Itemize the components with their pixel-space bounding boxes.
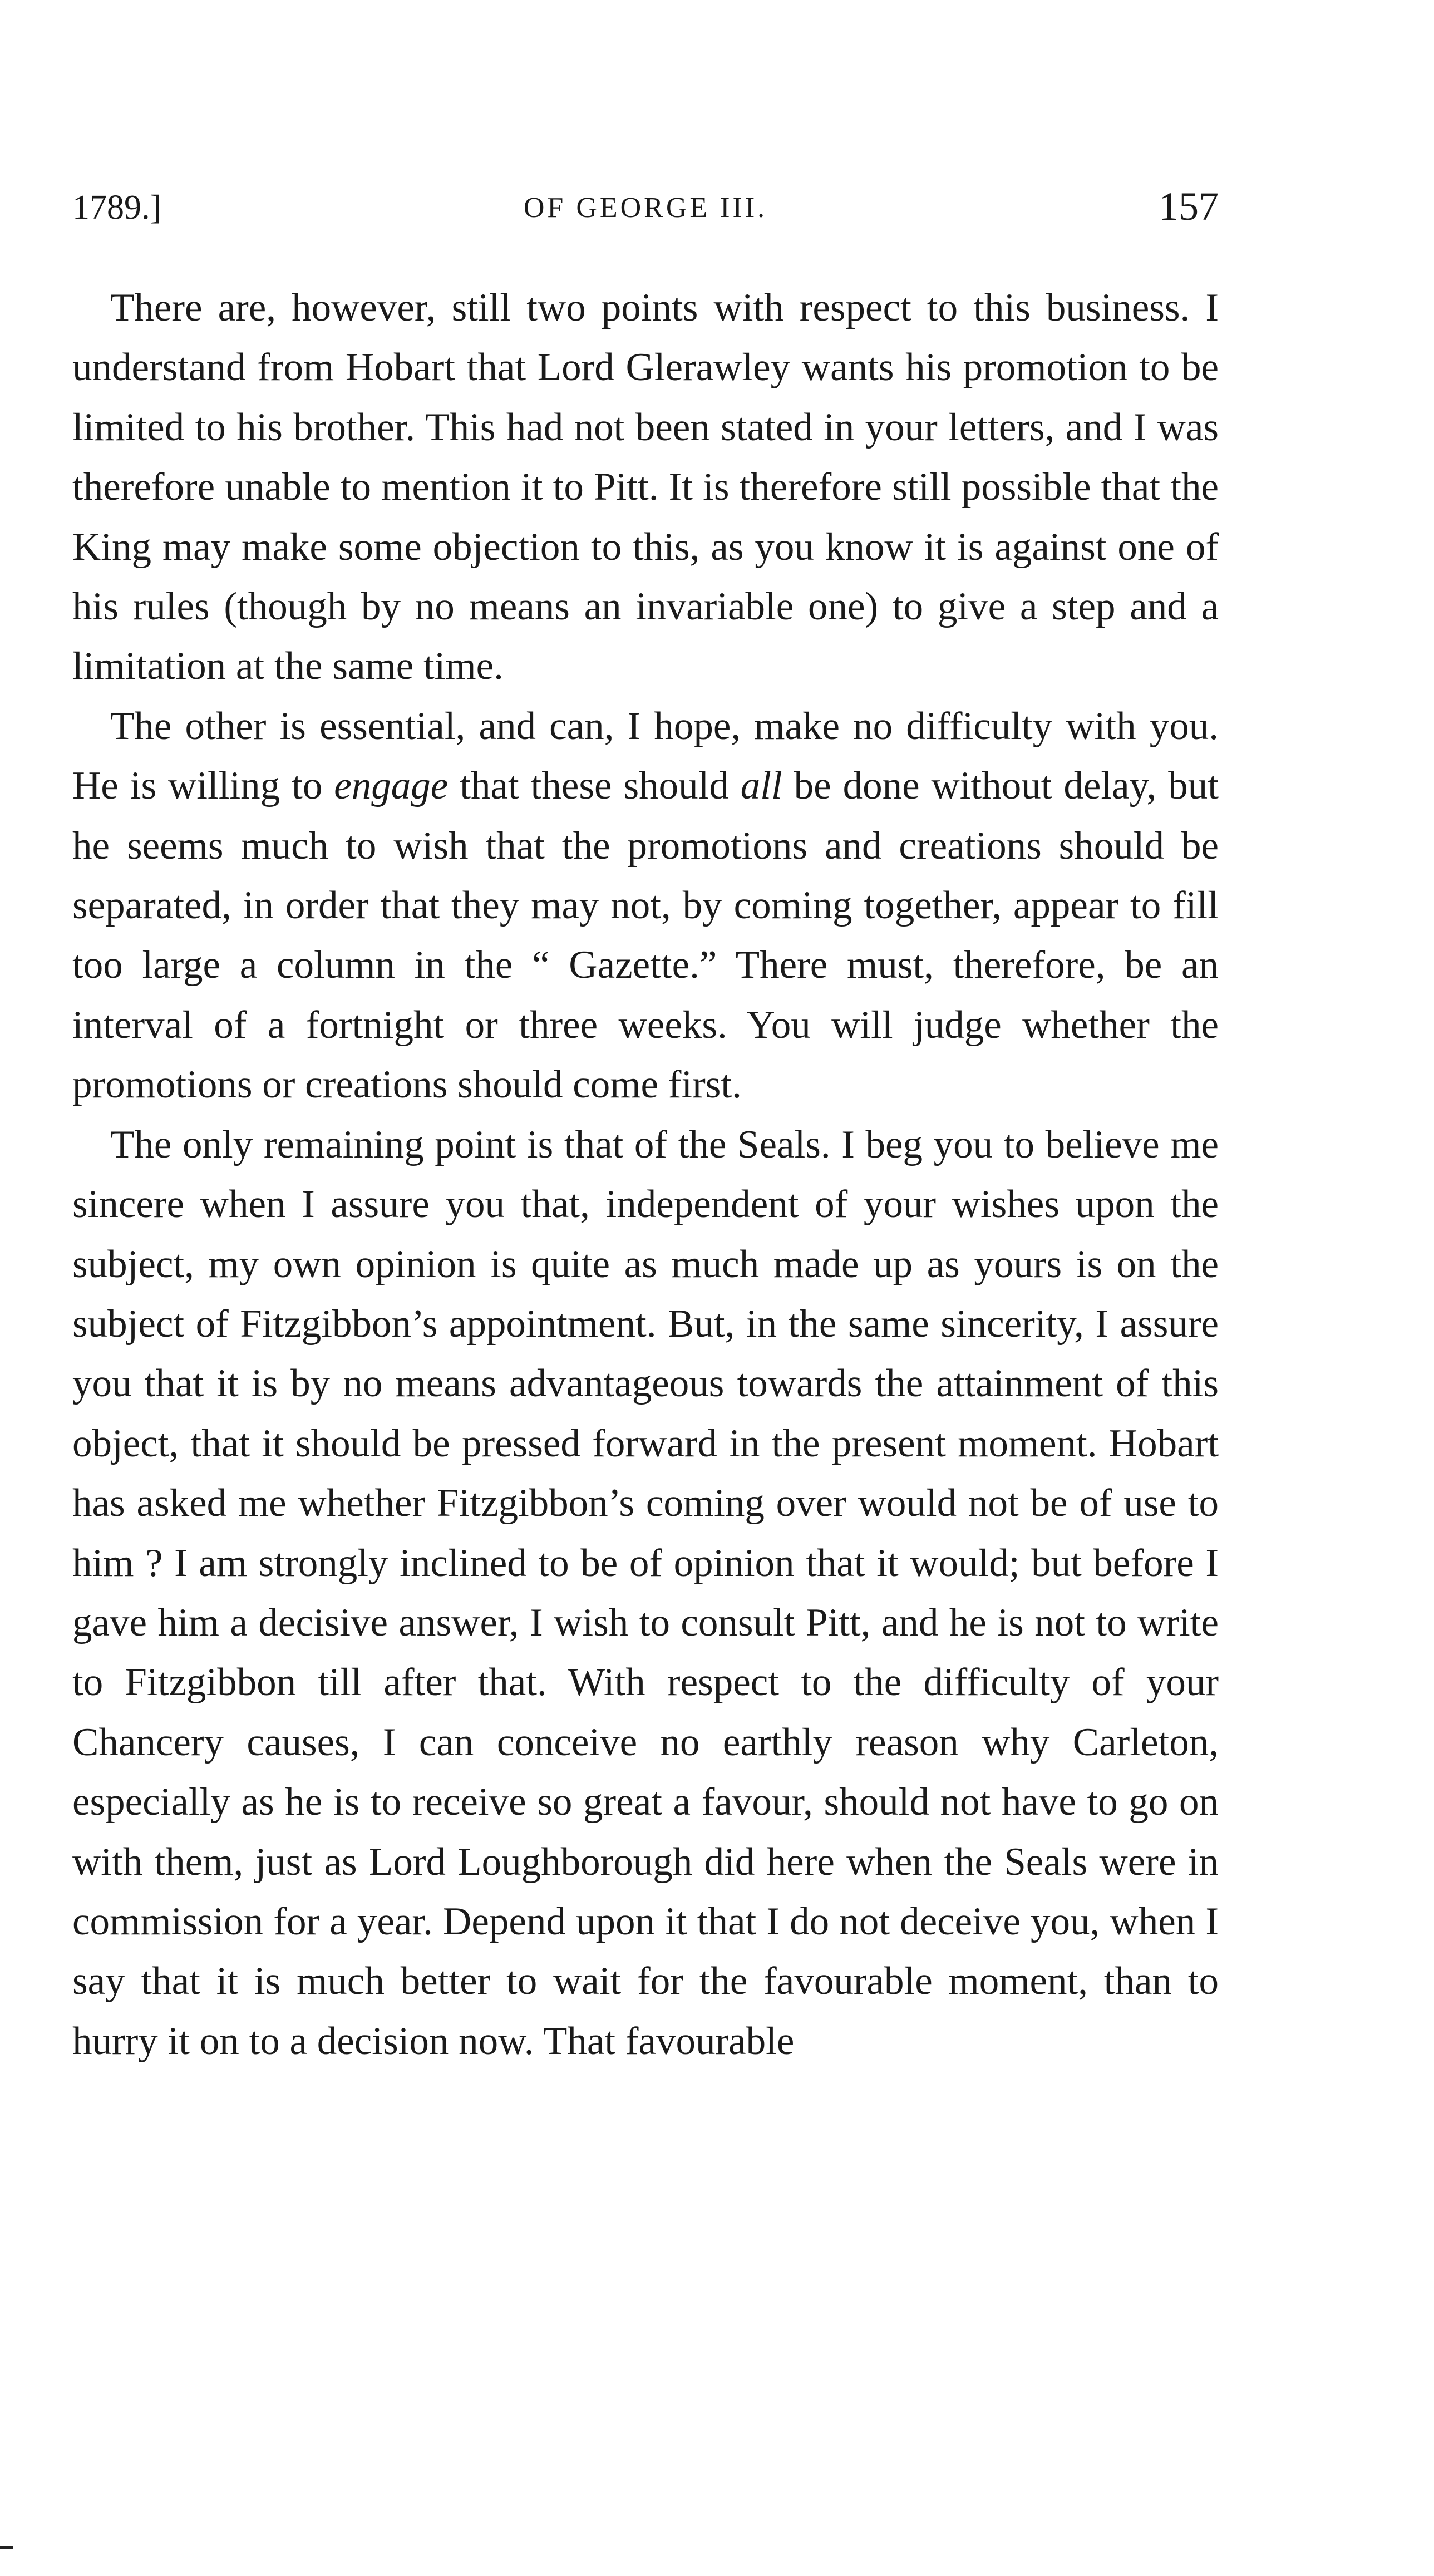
paragraph-1 [72, 278, 1219, 697]
scan-edge-mark [0, 2546, 13, 2549]
page-number: 157 [1159, 184, 1219, 229]
paragraph-text: that these should [448, 764, 741, 808]
paragraph-text: There are, however, still two points with respect to this business. I understand from Hobart that Lord Glerawley wants his promotion to be limited to his brother. This had not been stated in your letters, and I was therefore unable to mention it to Pitt. It is therefore still possible that the King may make some objection to this, as you know it is against one of his rules (though by no means an invariable one) to give a step and a limitation at the same time. [72, 286, 1219, 688]
paragraph-text: be done without delay, but he seems much to wish that the promotions and creations should be separated, in order that they may not, by coming together, appear to fill too large a column in the “ Gazette.” There must, therefore, be an interval of a fortnight or three weeks. You will judge whether the promotions or creations should come first. [72, 764, 1219, 1107]
paragraph-text: The other is essential, and can, I hope, make no difficulty with you. He is willing to [72, 704, 1219, 808]
italic-word-engage: engage [334, 764, 449, 808]
paragraph-text: The only remaining point is that of the Seals. I beg you to believe me sincere when I assure you that, independent of your wishes upon the subject, my own opinion is quite as much made up as yours is on the subject of Fitzgibbon’s appointment. But, in the same sincerity, I assure you that it is by no means advantageous towards the attainment of this object, that it should be pressed forward in the present moment. Hobart has asked me whether Fitzgibbon’s coming over would not be of use to him ? I am strongly inclined to be of opinion that it would; but before I gave him a decisive answer, I wish to consult Pitt, and he is not to write to Fitzgibbon till after that. With respect to the difficulty of your Chancery causes, I can conceive no earthly reason why Carleton, especially as he is to receive so great a favour, should not have to go on with them, just as Lord Loughborough did here when the Seals were in commission for a year. Depend upon it that I do not deceive you, when I say that it is much better to wait for the favourable moment, than to hurry it on to a decision now. That favourable [72, 1122, 1219, 2063]
running-head-year: 1789.] [72, 189, 162, 226]
running-head-title: OF GEORGE III. [523, 192, 768, 224]
italic-word-all: all [740, 764, 782, 808]
paragraph-2 [72, 697, 1219, 1115]
paragraph-3 [72, 1115, 1219, 2072]
running-head [72, 184, 1219, 239]
body-text [72, 278, 1219, 2071]
